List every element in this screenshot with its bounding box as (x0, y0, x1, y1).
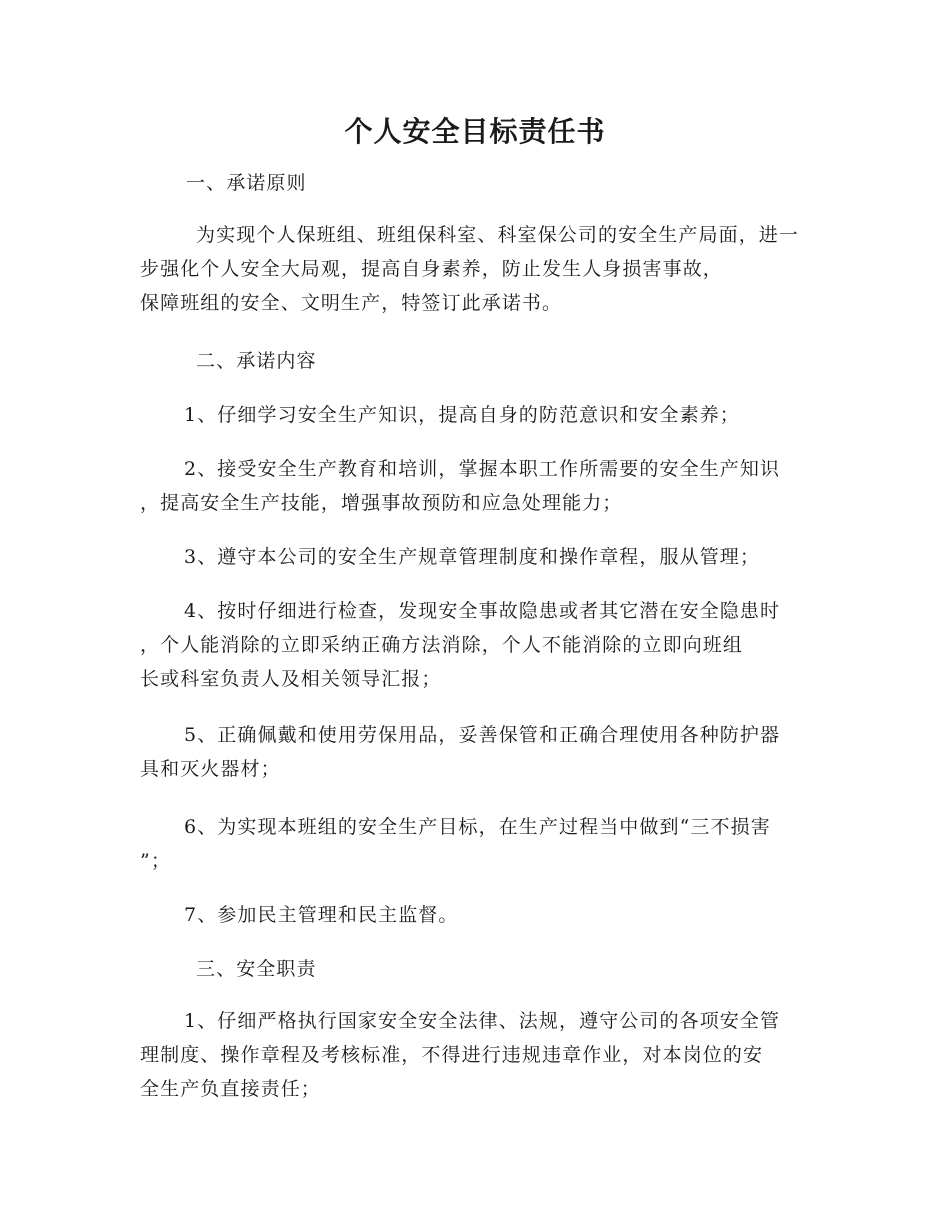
content-item-7 (140, 898, 820, 932)
content-item-line: 2、接受安全生产教育和培训，掌握本职工作所需要的安全生产知识 (184, 458, 781, 480)
duty-item-1 (140, 1004, 820, 1106)
content-item-line: 7、参加民主管理和民主监督。 (184, 904, 459, 926)
content-item-5 (140, 718, 820, 786)
content-item-6 (140, 810, 820, 878)
content-item-line: 3、遵守本公司的安全生产规章管理制度和操作章程，服从管理； (184, 546, 760, 568)
content-item-4 (140, 594, 820, 696)
content-item-line: 5、正确佩戴和使用劳保用品，妥善保管和正确合理使用各种防护器 (184, 724, 781, 746)
content-item-3 (140, 540, 820, 574)
duty-item-line: 1、仔细严格执行国家安全安全法律、法规，遵守公司的各项安全管 (184, 1010, 781, 1032)
principles-paragraph (140, 218, 820, 320)
content-item-line: ”； (140, 850, 171, 872)
content-item-line: 具和灭火器材； (140, 758, 281, 780)
content-item-1 (140, 398, 820, 432)
section-heading-principles: 一、承诺原则 (186, 172, 307, 194)
section-heading-content: 二、承诺内容 (196, 350, 317, 372)
principles-line: 步强化个人安全大局观，提高自身素养，防止发生人身损害事故， (140, 258, 723, 280)
document-title: 个人安全目标责任书 (344, 115, 606, 148)
content-item-2 (140, 452, 820, 520)
content-item-line: 长或科室负责人及相关领导汇报； (140, 668, 442, 690)
content-item-line: 1、仔细学习安全生产知识，提高自身的防范意识和安全素养； (184, 404, 740, 426)
principles-line: 为实现个人保班组、班组保科室、科室保公司的安全生产局面，进一 (196, 224, 800, 246)
content-item-line: ，个人能消除的立即采纳正确方法消除，个人不能消除的立即向班组 (140, 634, 744, 656)
duty-item-line: 理制度、操作章程及考核标准，不得进行违规违章作业，对本岗位的安 (140, 1044, 764, 1066)
duty-item-line: 全生产负直接责任； (140, 1078, 321, 1100)
section-heading-duties: 三、安全职责 (196, 958, 317, 980)
content-item-line: 4、按时仔细进行检查，发现安全事故隐患或者其它潜在安全隐患时 (184, 600, 781, 622)
content-item-line: ，提高安全生产技能，增强事故预防和应急处理能力； (140, 492, 623, 514)
content-item-line: 6、为实现本班组的安全生产目标，在生产过程当中做到“三不损害 (184, 816, 771, 838)
principles-line: 保障班组的安全、文明生产，特签订此承诺书。 (140, 292, 563, 314)
